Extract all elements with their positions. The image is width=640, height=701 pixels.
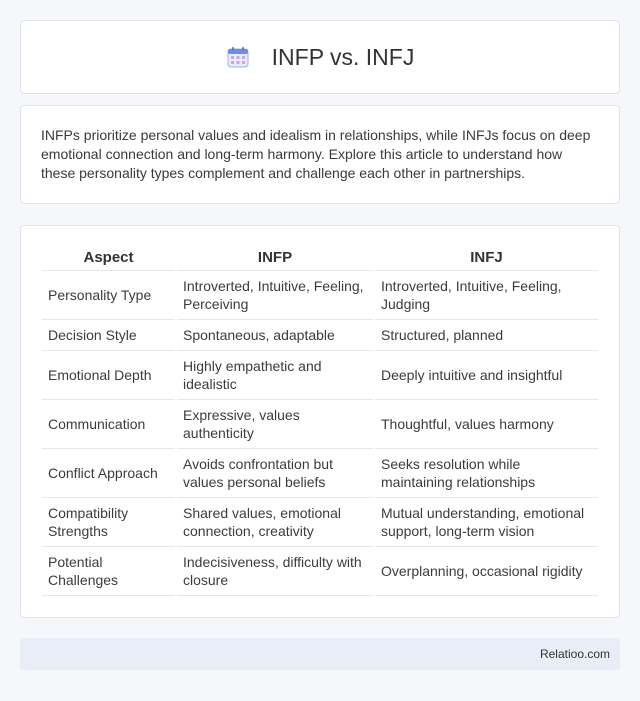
row-aspect: Conflict Approach: [42, 449, 176, 498]
table-row: [42, 400, 598, 449]
row-infp: Shared values, emotional connection, creativity: [176, 498, 374, 547]
table-row: [42, 498, 598, 547]
intro-card: [20, 105, 620, 204]
table-row: [42, 320, 598, 351]
title-card: [20, 20, 620, 94]
page-title: INFP vs. INFJ: [271, 43, 415, 70]
row-infp: Highly empathetic and idealistic: [176, 351, 374, 400]
row-aspect: Decision Style: [42, 320, 176, 351]
row-infp: Indecisiveness, difficulty with closure: [176, 547, 374, 596]
column-header-infp: INFP: [176, 245, 374, 271]
table-row: [42, 449, 598, 498]
comparison-card: [20, 225, 620, 618]
row-infp: Introverted, Intuitive, Feeling, Perceiving: [176, 271, 374, 320]
row-aspect: Compatibility Strengths: [42, 498, 176, 547]
row-infj: Thoughtful, values harmony: [374, 400, 598, 449]
footer-bar: [20, 638, 620, 670]
intro-paragraph: INFPs prioritize personal values and idealism in relationships, while INFJs focus on deep emotional connection and long-term harmony. Explore this article to understand how these personality types complement and challenge each other in partnerships.: [41, 127, 591, 181]
table-row: [42, 271, 598, 320]
column-header-infj: INFJ: [374, 245, 598, 271]
row-aspect: Emotional Depth: [42, 351, 176, 400]
row-infp: Expressive, values authenticity: [176, 400, 374, 449]
row-infj: Deeply intuitive and insightful: [374, 351, 598, 400]
footer-brand: Relatioo.com: [539, 647, 610, 661]
row-infj: Seeks resolution while maintaining relationships: [374, 449, 598, 498]
comparison-table: [42, 245, 598, 596]
row-aspect: Personality Type: [42, 271, 176, 320]
table-row: [42, 547, 598, 596]
row-infj: Structured, planned: [374, 320, 598, 351]
row-aspect: Potential Challenges: [42, 547, 176, 596]
table-header-row: [42, 245, 598, 271]
row-infj: Mutual understanding, emotional support, long-term vision: [374, 498, 598, 547]
title-row: [226, 44, 415, 71]
column-header-aspect: Aspect: [42, 245, 176, 271]
row-infp: Avoids confrontation but values personal beliefs: [176, 449, 374, 498]
row-aspect: Communication: [42, 400, 176, 449]
table-row: [42, 351, 598, 400]
row-infp: Spontaneous, adaptable: [176, 320, 374, 351]
row-infj: Introverted, Intuitive, Feeling, Judging: [374, 271, 598, 320]
calendar-icon: [226, 45, 250, 69]
row-infj: Overplanning, occasional rigidity: [374, 547, 598, 596]
